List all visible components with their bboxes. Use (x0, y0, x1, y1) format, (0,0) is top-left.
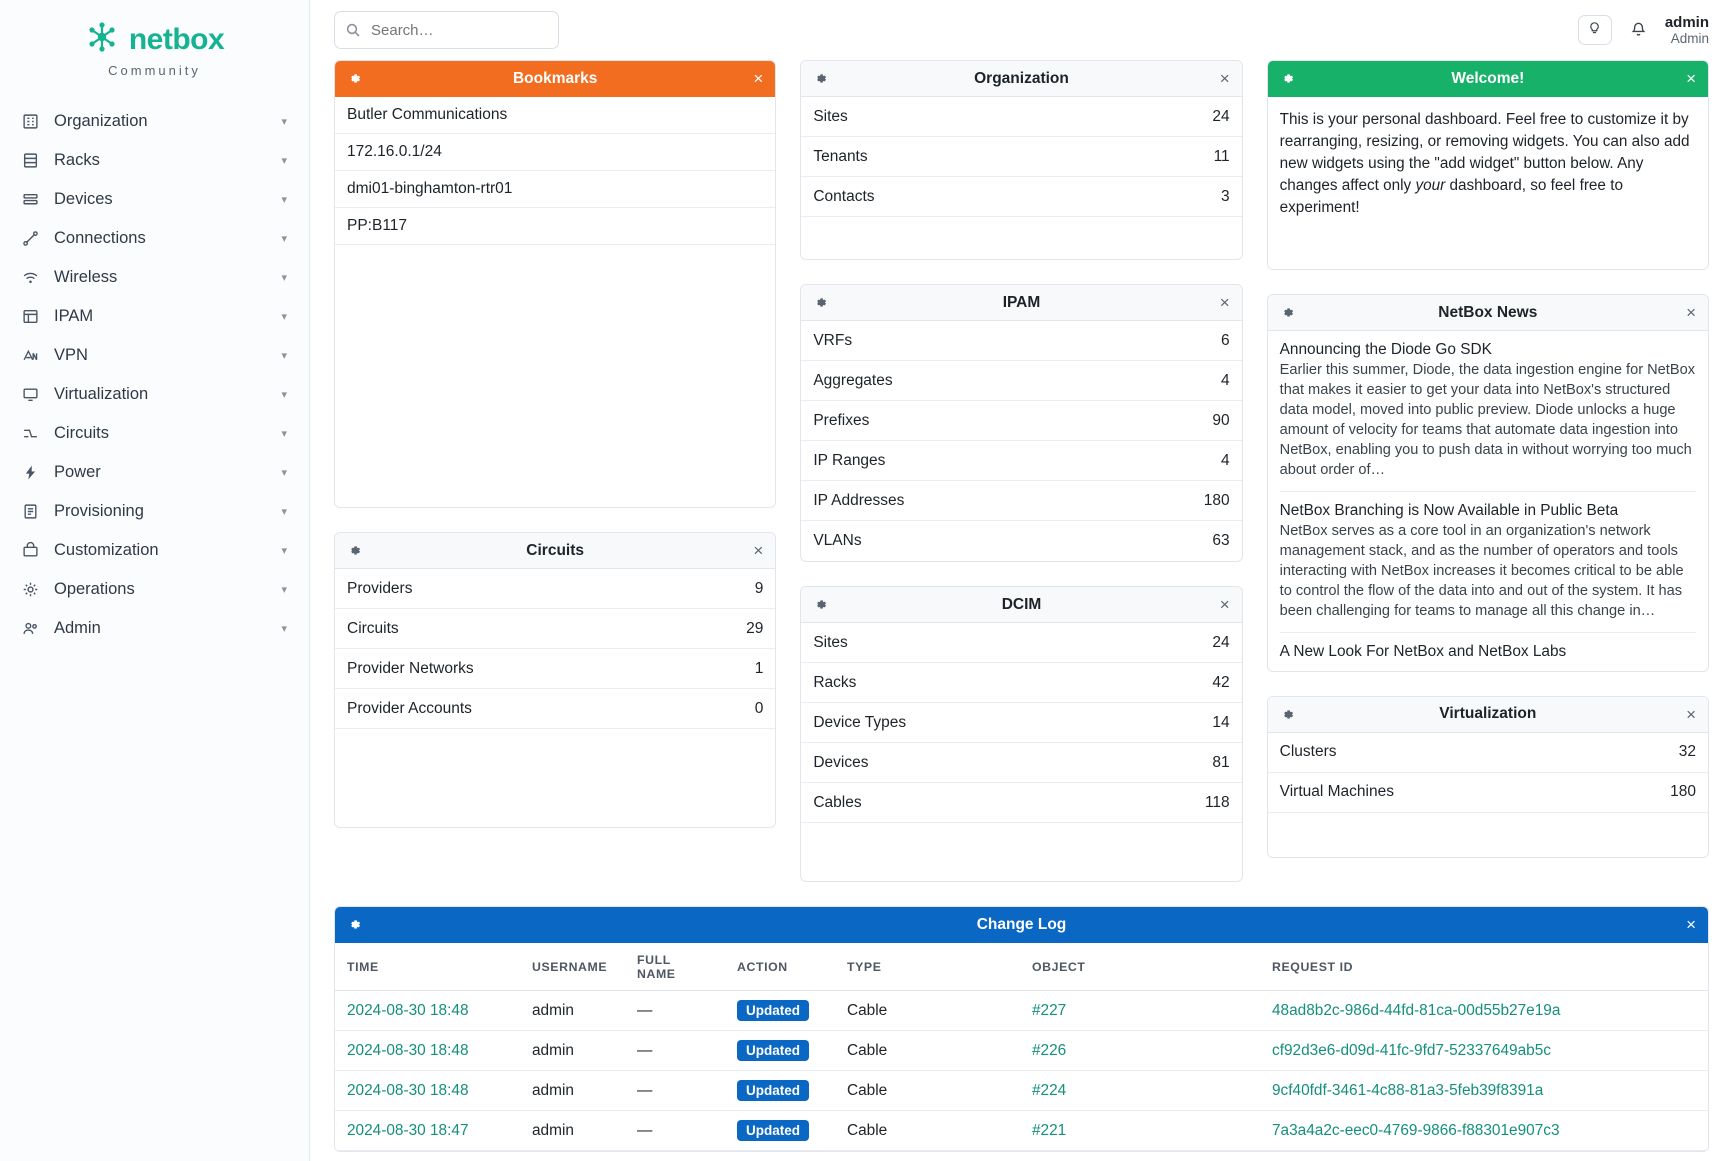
bookmarks-list (335, 97, 775, 507)
news-item[interactable] (1280, 341, 1696, 492)
stat-label: Sites (813, 107, 848, 125)
stat-value: 118 (1204, 793, 1230, 811)
brand-name: netbox (128, 22, 225, 56)
stat-label: Provider Networks (347, 659, 474, 677)
circuits-icon (22, 425, 48, 442)
wireless-icon (22, 269, 48, 286)
stat-row[interactable] (801, 177, 1241, 217)
sidebar-item-label: Operations (54, 580, 135, 598)
widget-organization (800, 60, 1242, 260)
changelog-fullname: — (625, 1031, 725, 1071)
widget-title: Virtualization (1439, 705, 1537, 723)
column-header-type[interactable]: TYPE (835, 943, 1020, 991)
news-list (1268, 331, 1708, 671)
gear-icon[interactable] (1280, 707, 1295, 722)
gear-icon[interactable] (347, 543, 362, 558)
changelog-request-id-link[interactable]: 48ad8b2c-986d-44fd-81ca-00d55b27e19a (1272, 1001, 1561, 1019)
stat-row[interactable] (801, 783, 1241, 823)
sidebar-item-label: Virtualization (54, 385, 149, 403)
stat-value: 63 (1212, 532, 1230, 549)
virtualization-stats (1268, 733, 1708, 857)
welcome-text-part1: This is your personal dashboard. Feel free to customize it by rearranging, resizing, or removing widgets. You can also add new widgets using the "add widget" button below. Any changes affect only (1279, 111, 1690, 195)
widget-header (335, 533, 775, 569)
changelog-fullname: — (625, 1111, 725, 1151)
topbar-right (1578, 14, 1709, 47)
close-icon[interactable]: × (1219, 293, 1230, 312)
lightbulb-icon (1587, 20, 1602, 40)
sidebar-item-label: Admin (54, 619, 101, 637)
widget-header (1268, 61, 1708, 97)
stat-row[interactable] (801, 663, 1241, 703)
news-body: NetBox serves as a core tool in an organization's network management stack, and as the number of operators and tools interacting with NetBox increases it becomes critical to be able to control the flow of the data into and out of the system. It has been challenging for teams to manage all this change in… (1279, 522, 1684, 619)
changelog-table (335, 943, 1708, 1151)
stat-label: Provider Accounts (347, 699, 472, 717)
widget-filler (801, 823, 1241, 881)
widget-title: Organization (974, 69, 1069, 87)
table-row[interactable] (335, 1111, 1708, 1151)
widget-welcome (1267, 60, 1709, 270)
search-input[interactable] (369, 21, 548, 40)
stat-row[interactable] (335, 609, 775, 649)
chevron-down-icon: ▾ (281, 428, 287, 440)
welcome-text-emphasis: your (1415, 177, 1446, 195)
widget-header (801, 61, 1241, 97)
search-icon (345, 22, 361, 38)
dashboard-column-3 (1267, 60, 1709, 882)
widget-filler (1268, 813, 1708, 857)
main-content (310, 0, 1733, 1161)
sidebar-item-admin[interactable] (0, 609, 309, 648)
sidebar-item-label: Power (54, 463, 101, 481)
status-badge: Updated (737, 1120, 809, 1141)
organization-icon (22, 113, 48, 130)
sidebar-item-label: Organization (54, 112, 148, 130)
chevron-down-icon: ▾ (281, 545, 287, 557)
stat-value: 81 (1212, 753, 1230, 771)
welcome-text (1268, 97, 1708, 269)
changelog-type: Cable (835, 1031, 1020, 1071)
stat-value: 9 (754, 579, 764, 597)
close-icon[interactable]: × (1219, 69, 1230, 88)
column-header-fullname[interactable]: FULL NAME (625, 943, 725, 991)
racks-icon (22, 152, 48, 169)
news-item[interactable] (1280, 502, 1696, 633)
changelog-object-link[interactable]: #227 (1032, 1001, 1067, 1019)
status-badge: Updated (737, 1000, 809, 1021)
changelog-username: admin (520, 1111, 625, 1151)
dashboard-column-2 (800, 60, 1242, 882)
changelog-time-link[interactable]: 2024-08-30 18:48 (347, 1081, 469, 1099)
sidebar-item-vpn[interactable] (0, 336, 309, 375)
news-item[interactable] (1280, 643, 1696, 665)
stat-label: Clusters (1279, 743, 1337, 761)
stat-label: VRFs (813, 331, 853, 349)
stat-row[interactable] (801, 623, 1241, 663)
stat-label: Sites (813, 633, 848, 651)
brand[interactable] (0, 6, 309, 96)
search-box[interactable] (334, 11, 559, 49)
close-icon[interactable]: × (1686, 69, 1696, 88)
netbox-logo-icon (85, 20, 119, 59)
changelog-request-id-link[interactable]: cf92d3e6-d09d-41fc-9fd7-52337649ab5c (1272, 1041, 1551, 1059)
stat-label: Prefixes (813, 411, 870, 429)
stat-row[interactable] (801, 481, 1241, 521)
stat-label: Racks (813, 673, 857, 691)
widget-filler (801, 217, 1241, 259)
organization-stats (801, 97, 1241, 259)
widget-header (335, 907, 1708, 943)
column-header-time[interactable]: TIME (335, 943, 520, 991)
changelog-object-link[interactable]: #221 (1032, 1121, 1067, 1139)
stat-row[interactable] (1268, 773, 1708, 813)
close-icon[interactable]: × (1686, 704, 1696, 724)
stat-value: 24 (1212, 633, 1230, 651)
vpn-icon (22, 347, 48, 364)
widget-bookmarks (334, 60, 776, 508)
stat-value: 3 (1221, 187, 1230, 205)
changelog-fullname: — (625, 991, 725, 1031)
chevron-down-icon: ▾ (281, 350, 287, 362)
widget-header (801, 587, 1241, 623)
stat-value: 4 (1221, 371, 1230, 389)
connections-icon (22, 230, 48, 247)
close-icon[interactable]: × (1219, 595, 1230, 614)
stat-label: Circuits (347, 619, 399, 637)
stat-label: IP Addresses (813, 491, 905, 509)
theme-toggle-button[interactable] (1578, 15, 1612, 45)
stat-row[interactable] (335, 569, 775, 609)
circuits-stats (335, 569, 775, 827)
widget-title: Circuits (526, 541, 585, 559)
close-icon[interactable]: × (1686, 303, 1696, 323)
stat-label: Providers (347, 579, 413, 597)
sidebar (0, 0, 310, 1161)
stat-row[interactable] (801, 703, 1241, 743)
stat-label: Device Types (813, 713, 907, 731)
table-row[interactable] (335, 991, 1708, 1031)
changelog-time-link[interactable]: 2024-08-30 18:47 (347, 1121, 469, 1139)
widget-circuits (334, 532, 776, 828)
user-name: admin (1664, 13, 1709, 31)
list-item[interactable]: 172.16.0.1/24 (335, 134, 775, 171)
sidebar-item-ipam[interactable] (0, 297, 309, 336)
customization-icon (22, 542, 48, 559)
gear-icon[interactable] (347, 917, 362, 932)
stat-row[interactable] (801, 743, 1241, 783)
stat-label: IP Ranges (813, 451, 886, 469)
stat-row[interactable] (335, 689, 775, 729)
stat-row[interactable] (801, 521, 1241, 561)
stat-label: Cables (813, 793, 862, 811)
stat-row[interactable] (1268, 733, 1708, 773)
stat-value: 24 (1212, 107, 1230, 125)
user-role: Admin (1670, 30, 1709, 46)
changelog-type: Cable (835, 1111, 1020, 1151)
topbar (310, 0, 1733, 60)
virtualization-icon (22, 386, 48, 403)
sidebar-item-devices[interactable] (0, 180, 309, 219)
changelog-object-link[interactable]: #224 (1032, 1081, 1067, 1099)
widget-filler (335, 245, 775, 507)
chevron-down-icon: ▾ (281, 389, 287, 401)
widget-title: Welcome! (1451, 69, 1525, 87)
close-icon[interactable]: × (753, 69, 764, 88)
stat-label: Aggregates (813, 371, 893, 389)
changelog-time-link[interactable]: 2024-08-30 18:48 (347, 1041, 469, 1059)
bell-icon[interactable] (1630, 21, 1647, 38)
chevron-down-icon: ▾ (281, 155, 287, 167)
sidebar-item-label: Devices (54, 190, 113, 208)
changelog-username: admin (520, 1071, 625, 1111)
stat-value: 14 (1212, 713, 1230, 731)
sidebar-item-label: Racks (54, 151, 100, 169)
stat-label: Devices (813, 753, 869, 771)
sidebar-item-label: Connections (54, 229, 146, 247)
sidebar-item-label: Provisioning (54, 502, 144, 520)
changelog-type: Cable (835, 991, 1020, 1031)
column-header-action[interactable]: ACTION (725, 943, 835, 991)
stat-value: 6 (1221, 331, 1230, 349)
list-item[interactable]: PP:B117 (335, 208, 775, 245)
gear-icon[interactable] (1280, 71, 1295, 86)
changelog-request-id-link[interactable]: 7a3a4a2c-eec0-4769-9866-f88301e907c3 (1272, 1121, 1560, 1139)
user-menu[interactable] (1665, 14, 1709, 47)
power-icon (22, 464, 48, 481)
stat-value: 4 (1221, 451, 1230, 469)
widget-netbox-news (1267, 294, 1709, 672)
stat-label: Contacts (813, 187, 875, 205)
widget-changelog (334, 906, 1709, 1152)
dashboard-column-1 (334, 60, 776, 882)
sidebar-item-label: Wireless (54, 268, 118, 286)
stat-value: 0 (754, 699, 764, 717)
widget-filler (335, 729, 775, 827)
stat-label: Virtual Machines (1279, 783, 1394, 801)
chevron-down-icon: ▾ (281, 233, 287, 245)
chevron-down-icon: ▾ (281, 311, 287, 323)
dashboard (310, 60, 1733, 882)
chevron-down-icon: ▾ (281, 272, 287, 284)
sidebar-item-customization[interactable] (0, 531, 309, 570)
column-header-object[interactable]: OBJECT (1020, 943, 1260, 991)
devices-icon (22, 191, 48, 208)
widget-title: IPAM (1002, 293, 1041, 311)
stat-label: VLANs (813, 532, 862, 549)
chevron-down-icon: ▾ (281, 623, 287, 635)
gear-icon[interactable] (813, 597, 828, 612)
stat-value: 11 (1213, 147, 1230, 165)
gear-icon[interactable] (1280, 305, 1295, 320)
provisioning-icon (22, 503, 48, 520)
sidebar-item-label: Circuits (54, 424, 110, 442)
stat-value: 1 (754, 659, 764, 677)
sidebar-item-racks[interactable] (0, 141, 309, 180)
changelog-fullname: — (625, 1071, 725, 1111)
widget-ipam (800, 284, 1242, 562)
stat-value: 29 (746, 619, 764, 637)
gear-icon[interactable] (347, 71, 362, 86)
stat-value: 90 (1212, 411, 1230, 429)
widget-header (1268, 295, 1708, 331)
table-row[interactable] (335, 1071, 1708, 1111)
sidebar-item-provisioning[interactable] (0, 492, 309, 531)
sidebar-item-circuits[interactable] (0, 414, 309, 453)
stat-row[interactable] (801, 401, 1241, 441)
close-icon[interactable]: × (753, 541, 764, 560)
status-badge: Updated (737, 1080, 809, 1101)
sidebar-item-power[interactable] (0, 453, 309, 492)
changelog-request-id-link[interactable]: 9cf40fdf-3461-4c88-81a3-5feb39f8391a (1272, 1081, 1544, 1099)
changelog-object-link[interactable]: #226 (1032, 1041, 1067, 1059)
column-header-username[interactable]: USERNAME (520, 943, 625, 991)
sidebar-item-label: Customization (54, 541, 159, 559)
chevron-down-icon: ▾ (281, 194, 287, 206)
stat-row[interactable] (801, 321, 1241, 361)
sidebar-item-organization[interactable] (0, 102, 309, 141)
changelog-username: admin (520, 991, 625, 1031)
stat-value: 42 (1212, 673, 1230, 691)
status-badge: Updated (737, 1040, 809, 1061)
sidebar-item-label: VPN (54, 346, 88, 364)
chevron-down-icon: ▾ (281, 584, 287, 596)
changelog-card (334, 906, 1709, 1152)
changelog-username: admin (520, 1031, 625, 1071)
chevron-down-icon: ▾ (281, 506, 287, 518)
widget-virtualization (1267, 696, 1709, 858)
ipam-stats (801, 321, 1241, 561)
stat-row[interactable] (335, 649, 775, 689)
news-headline: Announcing the Diode Go SDK (1279, 341, 1492, 359)
sidebar-item-operations[interactable] (0, 570, 309, 609)
chevron-down-icon: ▾ (281, 467, 287, 479)
widget-title: Bookmarks (512, 69, 598, 87)
close-icon[interactable]: × (1686, 915, 1696, 934)
admin-icon (22, 620, 48, 637)
stat-value: 180 (1203, 491, 1230, 509)
sidebar-item-virtualization[interactable] (0, 375, 309, 414)
chevron-down-icon: ▾ (281, 116, 287, 128)
table-row[interactable] (335, 1031, 1708, 1071)
news-headline: NetBox Branching is Now Available in Public Beta (1279, 501, 1619, 519)
sidebar-nav (0, 102, 309, 648)
changelog-time-link[interactable]: 2024-08-30 18:48 (347, 1001, 469, 1019)
stat-row[interactable] (801, 441, 1241, 481)
table-header-row (335, 943, 1708, 991)
widget-dcim (800, 586, 1242, 882)
stat-row[interactable] (801, 361, 1241, 401)
operations-icon (22, 581, 48, 598)
gear-icon[interactable] (813, 295, 828, 310)
sidebar-item-connections[interactable] (0, 219, 309, 258)
news-body: Earlier this summer, Diode, the data ingestion engine for NetBox that makes it easier to get your data into NetBox's structured data model, moved into public preview. Diode unlocks a huge amount of velocity for teams that automate data ingestion into NetBox, enabling you to push data in without worrying too much about order of… (1279, 362, 1695, 478)
stat-value: 180 (1670, 783, 1696, 801)
list-item[interactable]: dmi01-binghamton-rtr01 (335, 171, 775, 208)
widget-title: Change Log (976, 915, 1067, 933)
sidebar-item-wireless[interactable] (0, 258, 309, 297)
welcome-text-part2: dashboard, so feel free to experiment! (1279, 177, 1623, 217)
sidebar-item-label: IPAM (54, 307, 94, 325)
brand-subtitle: Community (108, 63, 201, 78)
news-headline: A New Look For NetBox and NetBox Labs (1279, 642, 1567, 660)
widget-header (801, 285, 1241, 321)
widget-header (335, 61, 775, 97)
stat-row[interactable] (801, 137, 1241, 177)
ipam-icon (22, 308, 48, 325)
widget-header (1268, 697, 1708, 733)
gear-icon[interactable] (813, 71, 828, 86)
widget-title: NetBox News (1438, 303, 1538, 321)
changelog-type: Cable (835, 1071, 1020, 1111)
stat-row[interactable] (801, 97, 1241, 137)
list-item[interactable]: Butler Communications (335, 97, 775, 134)
widget-title: DCIM (1001, 595, 1042, 613)
stat-label: Tenants (813, 147, 868, 165)
column-header-request-id[interactable]: REQUEST ID (1260, 943, 1708, 991)
stat-value: 32 (1678, 743, 1696, 761)
dcim-stats (801, 623, 1241, 881)
